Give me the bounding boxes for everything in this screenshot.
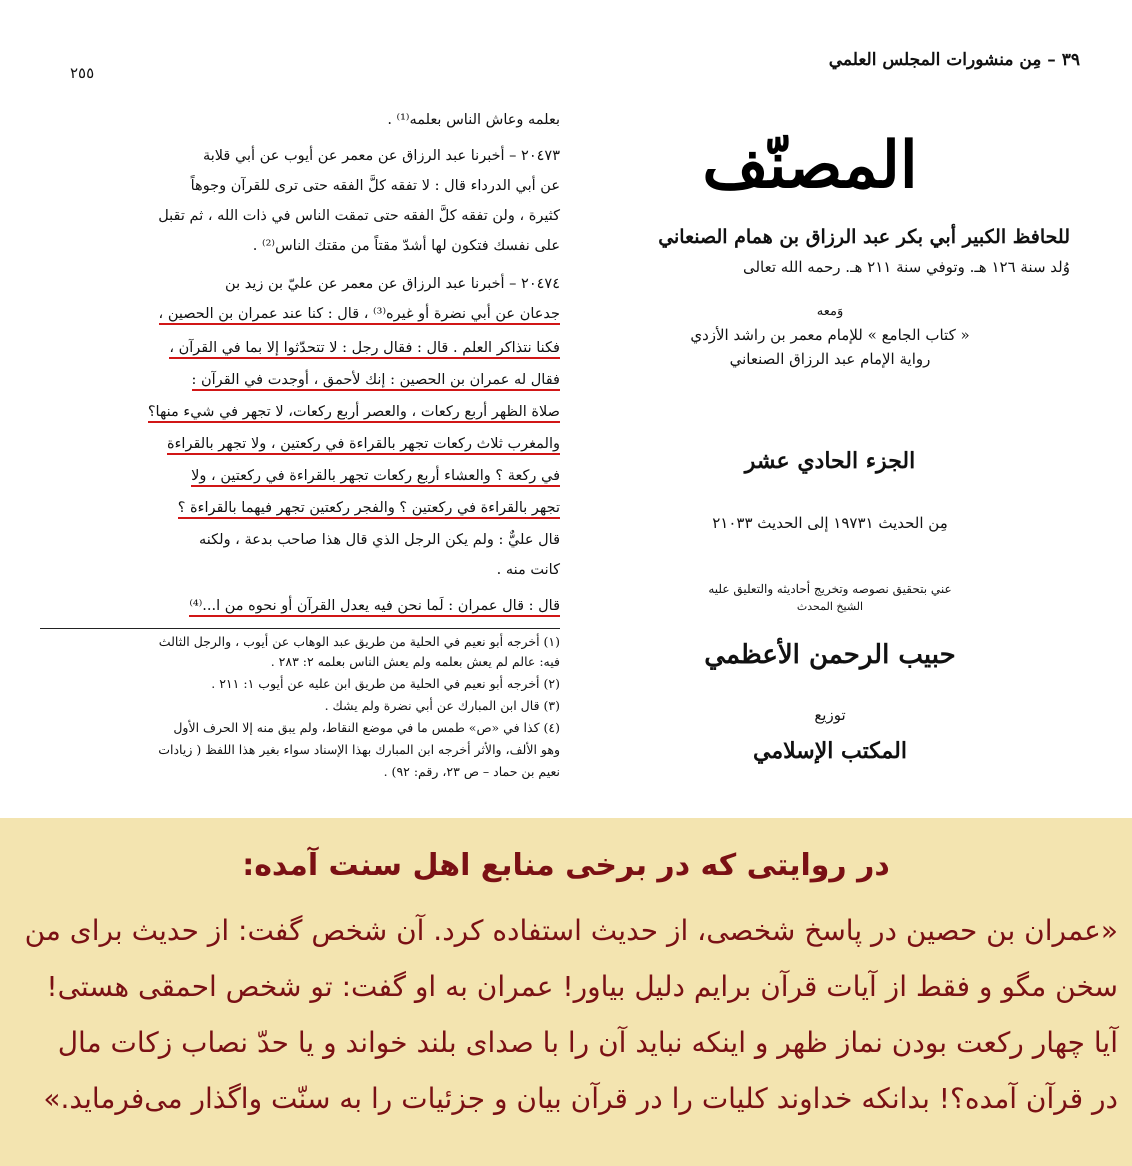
text-line: بعلمه وعاش الناس بعلمه⁽¹⁾ .: [387, 112, 560, 128]
distribution-label: توزيع: [814, 706, 846, 724]
text-line: ٢٠٤٧٣ – أخبرنا عبد الرزاق عن معمر عن أيوب عن أبي قلابة: [202, 148, 560, 164]
underlined-text-line: والمغرب ثلاث ركعات تجهر بالقراءة في ركعتين ، ولا تجهر بالقراءة: [167, 436, 560, 452]
text-line: كثيرة ، ولن تفقه كلَّ الفقه حتى تمقت الناس في ذات الله ، ثم تقبل: [158, 208, 560, 224]
footnote-line: (٣) قال ابن المبارك عن أبي نضرة ولم يشك .: [324, 698, 560, 713]
footnote-line: (٢) أخرجه أبو نعيم في الحلية من طريق ابن عليه عن أيوب ١: ٢١١ .: [211, 676, 560, 691]
caption-line: آیا چهار رکعت بودن نماز ظهر و اینکه نباید آن را با صدای بلند خواند و یا حدّ نصاب زکات مال: [57, 1026, 1118, 1059]
hadith-range: مِن الحديث ١٩٧٣١ إلى الحديث ٢١٠٣٣: [712, 514, 948, 532]
footnote-line: نعيم بن حماد – ص ٢٣، رقم: ٩٢) .: [383, 764, 560, 779]
publisher-name: المكتب الإسلامي: [753, 738, 907, 764]
caption-line: سخن مگو و فقط از آیات قرآن برایم دلیل بیاور! عمران به او گفت: تو شخص احمقی هستی!: [46, 970, 1118, 1003]
with-label: وَمعه: [816, 304, 844, 319]
right-title-page: [600, 30, 1080, 810]
editor-name-calligraphy: حبيب الرحمن الأعظمي: [704, 640, 956, 670]
caption-title: در روایتی که در برخی منابع اهل سنت آمده:: [242, 848, 890, 883]
text-line: كانت منه .: [496, 562, 560, 578]
footnote-line: فيه: عالم لم يعش بعلمه ولم يعش الناس بعلمه ٢: ٢٨٣ .: [270, 654, 560, 669]
companion-book-line: « كتاب الجامع » للإمام معمر بن راشد الأزدي: [690, 326, 970, 344]
book-title-calligraphy: المصنّف: [702, 127, 918, 203]
underlined-text-line: فكنا نتذاكر العلم . قال : فقال رجل : لا تتحدّثوا إلا بما في القرآن ،: [169, 340, 560, 356]
caption-line: در قرآن آمده؟! بدانکه خداوند کلیات را در قرآن بیان و جزئیات را به سنّت واگذار می‌فرماید.»: [43, 1082, 1118, 1115]
footnote-line: (٤) كذا في «ص» طمس ما في موضع النقاط، ولم يبق منه إلا الحرف الأول: [173, 720, 560, 735]
underlined-text-line: قال : قال عمران : لَما نحن فيه يعدل القرآن أو نحوه من ا...⁽⁴⁾: [189, 598, 560, 614]
volume-title: الجزء الحادي عشر: [744, 448, 916, 474]
companion-narration-line: رواية الإمام عبد الرزاق الصنعاني: [729, 350, 931, 368]
text-line: عن أبي الدرداء قال : لا تفقه كلَّ الفقه حتى ترى للقرآن وجوهاً: [190, 178, 560, 194]
author-line: للحافظ الكبير أبي بكر عبد الرزاق بن همام الصنعاني: [658, 226, 1070, 248]
underlined-text-line: في ركعة ؟ والعشاء أربع ركعات تجهر بالقراءة في ركعتين ، ولا: [191, 468, 560, 484]
underlined-text-line: فقال له عمران بن الحصين : إنك لأحمق ، أوجدت في القرآن :: [192, 372, 560, 388]
footnote-line: (١) أخرجه أبو نعيم في الحلية من طريق عبد الوهاب عن أيوب ، والرجل الثالث: [158, 634, 560, 649]
page-number: ٢٥٥: [70, 64, 95, 82]
footnote-line: وهو الألف، والأثر أخرجه ابن المبارك بهذا الإسناد سواء بغير هذا اللفظ ( زيادات: [158, 742, 560, 757]
left-page: [40, 50, 560, 810]
editor-title: الشيخ المحدث: [796, 600, 864, 613]
text-line: قال عليٌّ : ولم يكن الرجل الذي قال هذا صاحب بدعة ، ولكنه: [199, 532, 560, 548]
persian-caption-box: [0, 818, 1132, 1166]
underlined-text-line: صلاة الظهر أربع ركعات ، والعصر أربع ركعات، لا تجهر في شيء منها؟: [148, 404, 560, 420]
underlined-text-line: تجهر بالقراءة في ركعتين ؟ والفجر ركعتين تجهر فيهما بالقراءة ؟: [178, 500, 560, 516]
series-heading: ٣٩ – مِن منشورات المجلس العلمي: [828, 50, 1080, 70]
dates-line: وُلد سنة ١٢٦ هـ. وتوفي سنة ٢١١ هـ. رحمه الله تعالى: [742, 258, 1070, 276]
footnote-divider: [40, 628, 560, 629]
editor-note: عني بتحقيق نصوصه وتخريج أحاديثه والتعليق عليه: [708, 582, 952, 596]
text-line: ٢٠٤٧٤ – أخبرنا عبد الرزاق عن معمر عن عليّ بن زيد بن: [225, 276, 560, 292]
caption-line: «عمران بن حصین در پاسخ شخصی، از حدیث استفاده کرد. آن شخص گفت: از حدیث برای من: [24, 914, 1118, 947]
underlined-text-line: جدعان عن أبي نضرة أو غيره⁽³⁾ ، قال : كنا عند عمران بن الحصين ،: [159, 306, 560, 322]
text-line: على نفسك فتكون لها أشدّ مقتاً من مقتك الناس⁽²⁾ .: [252, 238, 560, 254]
